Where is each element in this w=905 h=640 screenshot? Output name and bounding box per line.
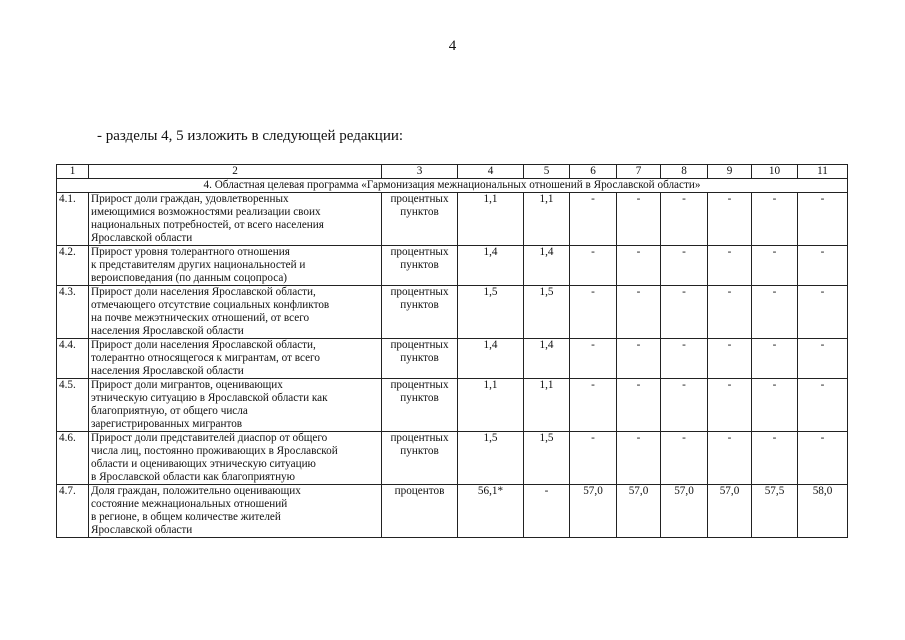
intro-text: - разделы 4, 5 изложить в следующей редакции: bbox=[97, 128, 404, 144]
header-cell: 7 bbox=[617, 165, 661, 179]
value-cell: - bbox=[570, 432, 617, 485]
description-line: области и оценивающих этническую ситуацию bbox=[91, 458, 316, 470]
unit-cell bbox=[382, 485, 458, 538]
unit-cell bbox=[382, 193, 458, 246]
value-cell: - bbox=[617, 286, 661, 339]
value-cell: - bbox=[752, 432, 798, 485]
indicator-description bbox=[89, 485, 382, 538]
description-line: этническую ситуацию в Ярославской области как bbox=[91, 392, 328, 404]
header-cell: 4 bbox=[458, 165, 524, 179]
header-cell: 2 bbox=[89, 165, 382, 179]
header-cell: 1 bbox=[57, 165, 89, 179]
unit-cell bbox=[382, 379, 458, 432]
description-line: на почве межэтнических отношений, от всего bbox=[91, 312, 310, 324]
value-cell: - bbox=[570, 193, 617, 246]
value-cell: - bbox=[661, 286, 708, 339]
value-cell: - bbox=[708, 339, 752, 379]
value-cell: 1,4 bbox=[458, 246, 524, 286]
value-cell: - bbox=[752, 246, 798, 286]
unit-cell bbox=[382, 286, 458, 339]
unit-cell bbox=[382, 246, 458, 286]
value-cell: 1,5 bbox=[458, 432, 524, 485]
unit-line: процентов bbox=[394, 485, 445, 497]
description-line: Ярославской области bbox=[91, 524, 193, 536]
description-line: Доля граждан, положительно оценивающих bbox=[91, 485, 301, 497]
header-cell: 3 bbox=[382, 165, 458, 179]
value-cell: - bbox=[708, 286, 752, 339]
value-cell: 1,5 bbox=[524, 286, 570, 339]
table-row bbox=[57, 193, 848, 246]
description-line: Прирост уровня толерантного отношения bbox=[91, 246, 290, 258]
value-cell: - bbox=[708, 432, 752, 485]
unit-line: процентных bbox=[390, 379, 449, 391]
table-row bbox=[57, 379, 848, 432]
indicator-description bbox=[89, 286, 382, 339]
value-cell: - bbox=[798, 193, 848, 246]
description-line: числа лиц, постоянно проживающих в Ярославской bbox=[91, 445, 338, 457]
value-cell: - bbox=[798, 379, 848, 432]
value-cell: - bbox=[617, 193, 661, 246]
value-cell: 1,1 bbox=[458, 379, 524, 432]
description-line: Прирост доли мигрантов, оценивающих bbox=[91, 379, 283, 391]
indicator-description bbox=[89, 379, 382, 432]
header-cell: 9 bbox=[708, 165, 752, 179]
row-number: 4.5. bbox=[57, 379, 89, 432]
row-number: 4.4. bbox=[57, 339, 89, 379]
value-cell: 57,0 bbox=[708, 485, 752, 538]
value-cell: - bbox=[752, 379, 798, 432]
value-cell: 1,1 bbox=[524, 193, 570, 246]
page-number: 4 bbox=[448, 38, 457, 54]
description-line: состояние межнациональных отношений bbox=[91, 498, 288, 510]
description-line: Прирост доли населения Ярославской области, bbox=[91, 339, 316, 351]
description-line: толерантно относящегося к мигрантам, от всего bbox=[91, 352, 320, 364]
value-cell: - bbox=[570, 379, 617, 432]
unit-line: пунктов bbox=[400, 206, 439, 218]
value-cell: 58,0 bbox=[798, 485, 848, 538]
value-cell: 1,1 bbox=[458, 193, 524, 246]
description-line: зарегистрированных мигрантов bbox=[91, 418, 243, 430]
indicator-description bbox=[89, 432, 382, 485]
value-cell: - bbox=[661, 193, 708, 246]
unit-line: процентных bbox=[390, 246, 449, 258]
indicator-table bbox=[56, 164, 848, 538]
description-line: Ярославской области bbox=[91, 232, 193, 244]
value-cell: - bbox=[617, 432, 661, 485]
value-cell: 1,5 bbox=[458, 286, 524, 339]
value-cell: 57,5 bbox=[752, 485, 798, 538]
description-line: Прирост доли граждан, удовлетворенных bbox=[91, 193, 289, 205]
unit-line: процентных bbox=[390, 193, 449, 205]
unit-line: пунктов bbox=[400, 299, 439, 311]
value-cell: - bbox=[661, 339, 708, 379]
description-line: населения Ярославской области bbox=[91, 365, 244, 377]
value-cell: - bbox=[524, 485, 570, 538]
section-title: 4. Областная целевая программа «Гармонизация межнациональных отношений в Ярославской области» bbox=[57, 179, 848, 193]
description-line: к представителям других национальностей и bbox=[91, 259, 306, 271]
header-cell: 6 bbox=[570, 165, 617, 179]
value-cell: - bbox=[617, 246, 661, 286]
description-line: Прирост доли населения Ярославской области, bbox=[91, 286, 316, 298]
header-cell: 5 bbox=[524, 165, 570, 179]
value-cell: 1,4 bbox=[524, 339, 570, 379]
description-line: отмечающего отсутствие социальных конфликтов bbox=[91, 299, 330, 311]
description-line: в Ярославской области как благоприятную bbox=[91, 471, 296, 483]
value-cell: - bbox=[708, 246, 752, 286]
header-cell: 10 bbox=[752, 165, 798, 179]
value-cell: - bbox=[617, 379, 661, 432]
section-title-row bbox=[57, 179, 848, 193]
unit-line: пунктов bbox=[400, 259, 439, 271]
unit-cell bbox=[382, 339, 458, 379]
value-cell: 1,4 bbox=[458, 339, 524, 379]
indicator-description bbox=[89, 339, 382, 379]
value-cell: - bbox=[752, 339, 798, 379]
value-cell: 1,5 bbox=[524, 432, 570, 485]
table-header-row bbox=[57, 165, 848, 179]
table-row bbox=[57, 286, 848, 339]
unit-line: пунктов bbox=[400, 352, 439, 364]
value-cell: 57,0 bbox=[661, 485, 708, 538]
row-number: 4.6. bbox=[57, 432, 89, 485]
description-line: имеющимися возможностями реализации своих bbox=[91, 206, 321, 218]
value-cell: 57,0 bbox=[617, 485, 661, 538]
table-row bbox=[57, 339, 848, 379]
description-line: вероисповедания (по данным соцопроса) bbox=[91, 272, 288, 284]
description-line: Прирост доли представителей диаспор от общего bbox=[91, 432, 328, 444]
value-cell: 57,0 bbox=[570, 485, 617, 538]
value-cell: - bbox=[798, 286, 848, 339]
unit-line: пунктов bbox=[400, 392, 439, 404]
table-row bbox=[57, 432, 848, 485]
value-cell: - bbox=[661, 432, 708, 485]
row-number: 4.2. bbox=[57, 246, 89, 286]
description-line: национальных потребностей, от всего населения bbox=[91, 219, 324, 231]
table-row bbox=[57, 246, 848, 286]
description-line: населения Ярославской области bbox=[91, 325, 244, 337]
value-cell: - bbox=[661, 379, 708, 432]
indicator-description bbox=[89, 246, 382, 286]
unit-cell bbox=[382, 432, 458, 485]
header-cell: 8 bbox=[661, 165, 708, 179]
indicator-description bbox=[89, 193, 382, 246]
value-cell: - bbox=[570, 339, 617, 379]
value-cell: 56,1* bbox=[458, 485, 524, 538]
description-line: благоприятную, от общего числа bbox=[91, 405, 248, 417]
unit-line: процентных bbox=[390, 339, 449, 351]
value-cell: - bbox=[570, 246, 617, 286]
value-cell: - bbox=[752, 286, 798, 339]
row-number: 4.3. bbox=[57, 286, 89, 339]
value-cell: - bbox=[798, 432, 848, 485]
value-cell: - bbox=[752, 193, 798, 246]
description-line: в регионе, в общем количестве жителей bbox=[91, 511, 281, 523]
value-cell: 1,4 bbox=[524, 246, 570, 286]
row-number: 4.7. bbox=[57, 485, 89, 538]
table-row bbox=[57, 485, 848, 538]
unit-line: процентных bbox=[390, 286, 449, 298]
header-cell: 11 bbox=[798, 165, 848, 179]
unit-line: процентных bbox=[390, 432, 449, 444]
value-cell: 1,1 bbox=[524, 379, 570, 432]
value-cell: - bbox=[798, 246, 848, 286]
value-cell: - bbox=[570, 286, 617, 339]
row-number: 4.1. bbox=[57, 193, 89, 246]
value-cell: - bbox=[661, 246, 708, 286]
value-cell: - bbox=[708, 379, 752, 432]
value-cell: - bbox=[798, 339, 848, 379]
value-cell: - bbox=[617, 339, 661, 379]
value-cell: - bbox=[708, 193, 752, 246]
unit-line: пунктов bbox=[400, 445, 439, 457]
